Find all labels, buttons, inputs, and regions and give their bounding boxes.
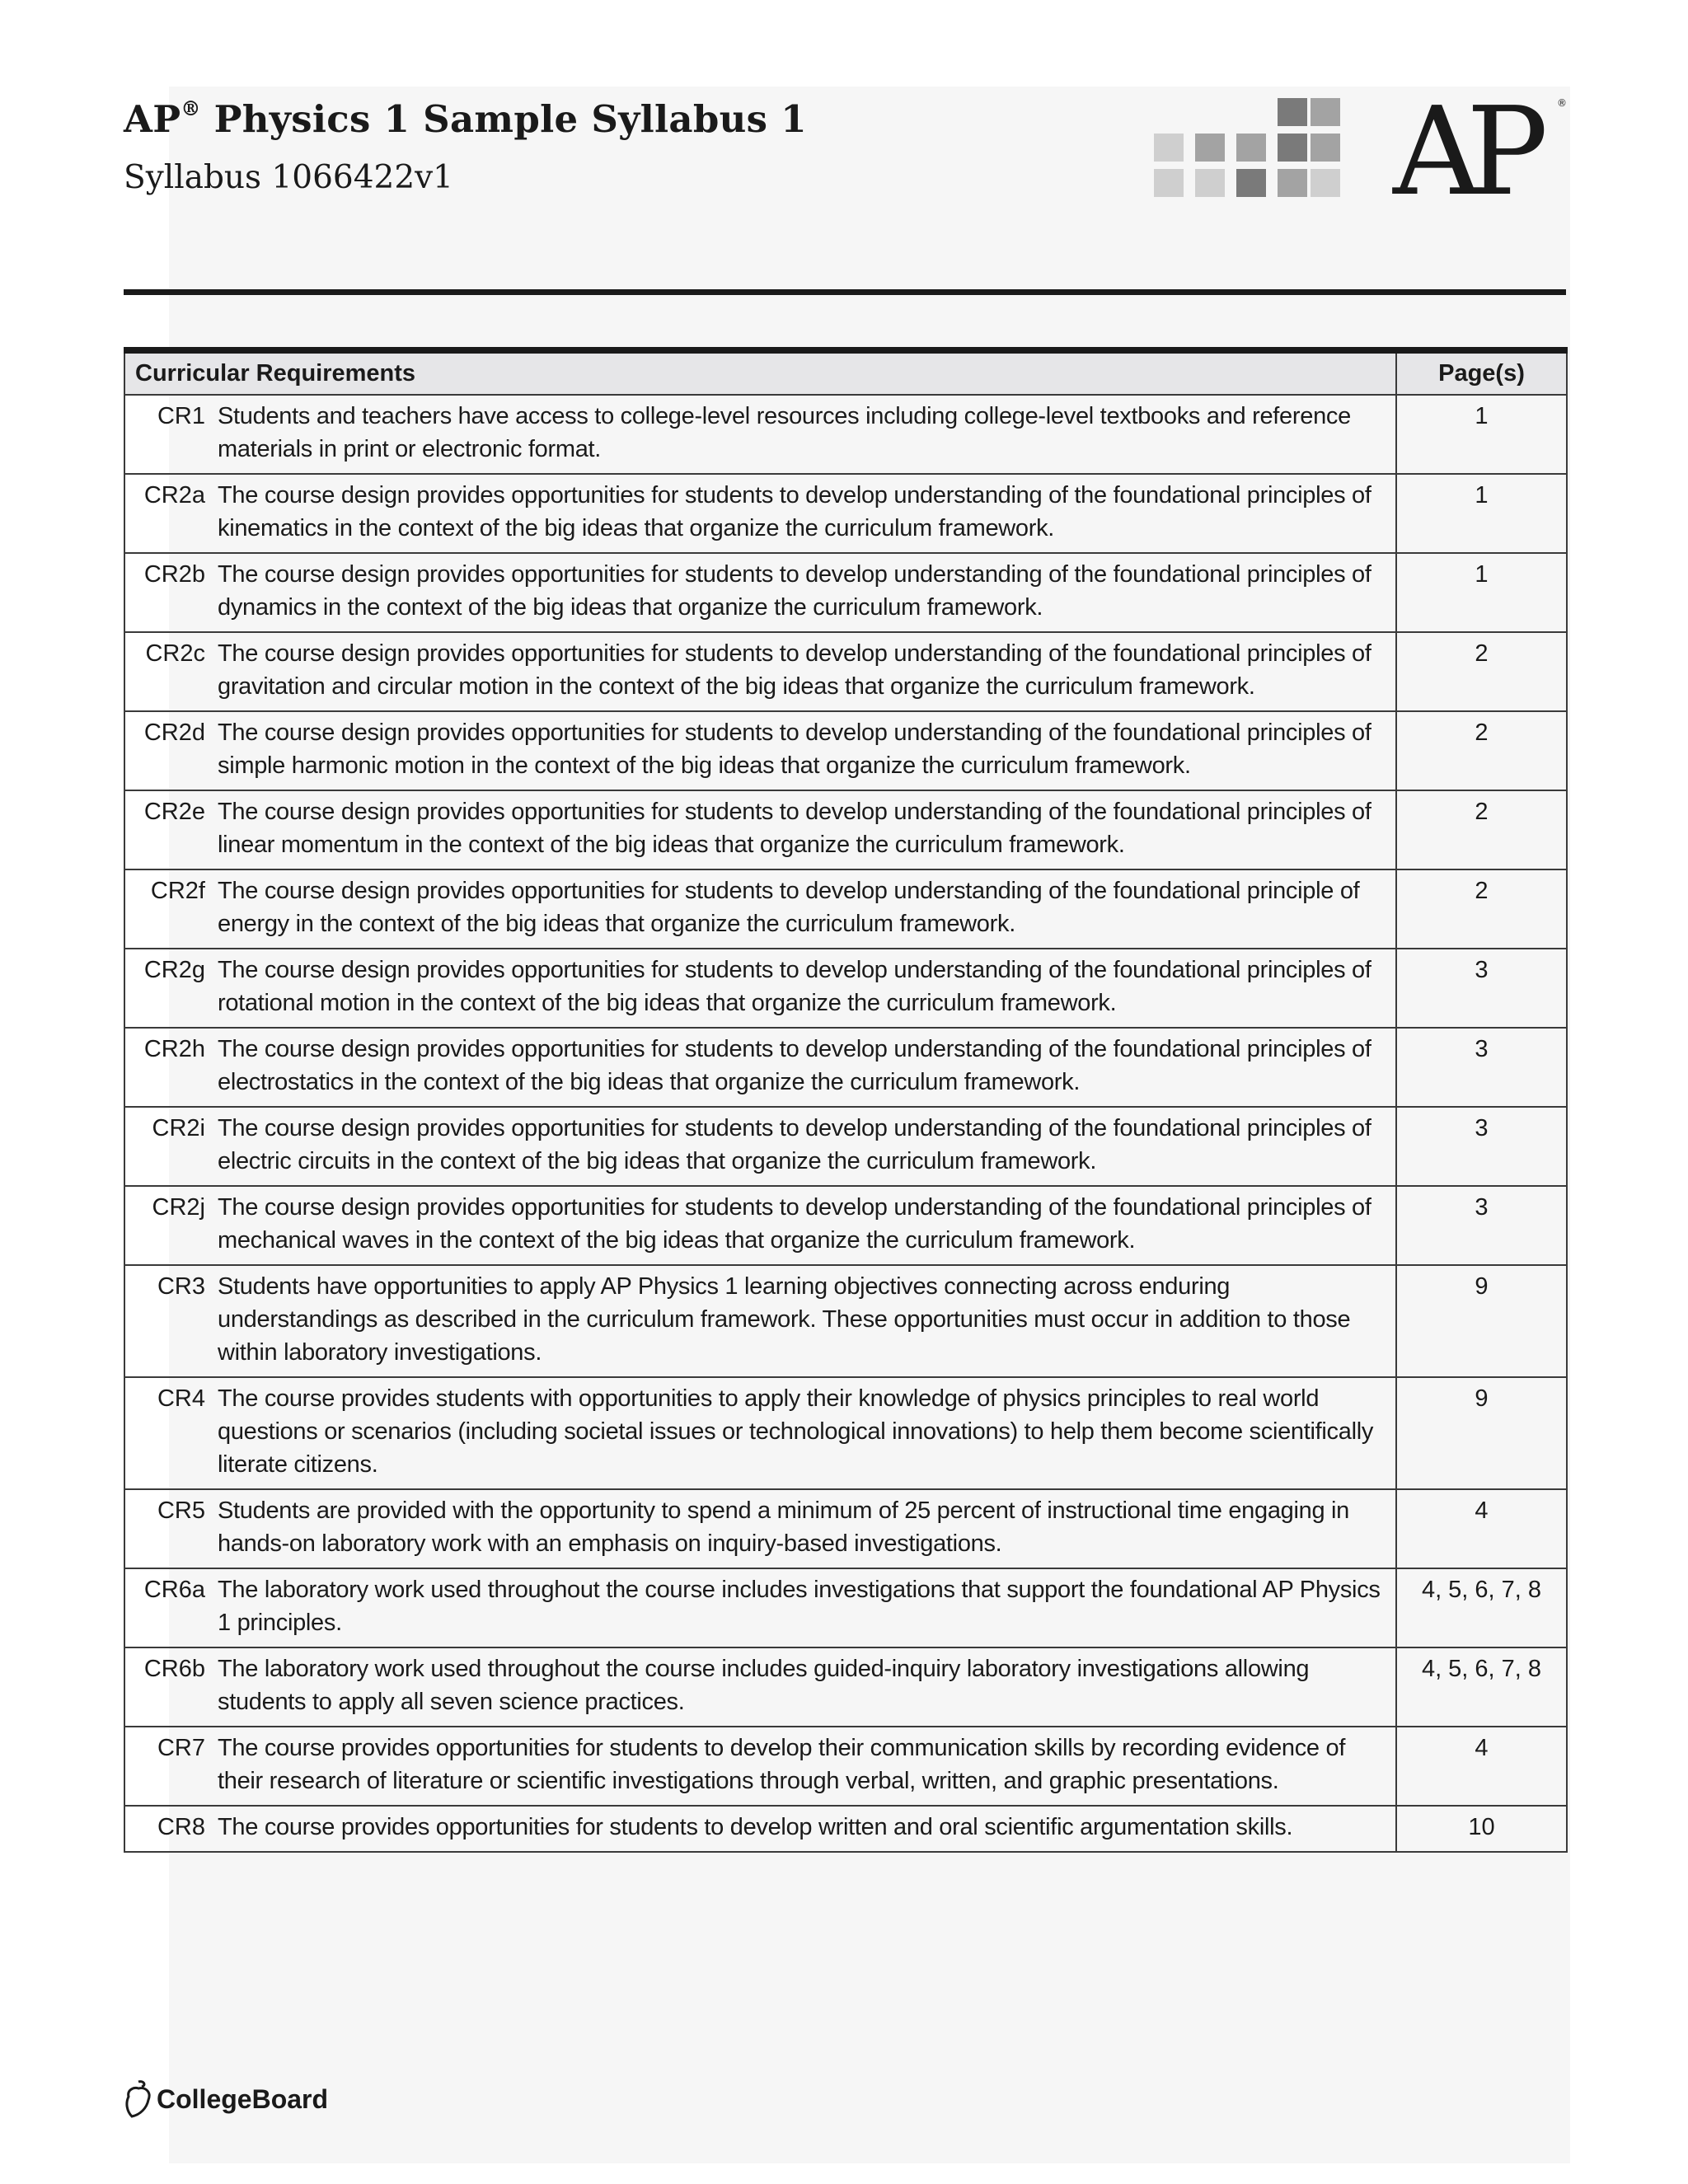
- requirement-text: Students and teachers have access to college-level resources including college-level textbooks and reference materials in print or electronic format.: [218, 403, 1351, 462]
- requirement-pages: 9: [1396, 1377, 1567, 1489]
- table-row: [124, 949, 1567, 1028]
- document-header: [124, 97, 807, 196]
- requirement-code: CR2j: [152, 1194, 205, 1221]
- table-row: [124, 474, 1567, 553]
- requirement-cell: [124, 1727, 1396, 1806]
- table-row: [124, 711, 1567, 790]
- requirement-code: CR2i: [152, 1115, 205, 1141]
- requirement-cell: [124, 1107, 1396, 1186]
- requirement-cell: [124, 395, 1396, 474]
- ap-logo: AP: [1393, 81, 1534, 223]
- requirement-pages: 4, 5, 6, 7, 8: [1396, 1647, 1567, 1727]
- title-rest: Physics 1 Sample Syllabus 1: [200, 97, 807, 141]
- requirement-pages: 1: [1396, 474, 1567, 553]
- table-row: [124, 1647, 1567, 1727]
- requirement-code: CR8: [157, 1814, 205, 1840]
- table-row: [124, 1107, 1567, 1186]
- collegeboard-logo: [124, 2079, 328, 2120]
- requirement-code: CR3: [157, 1273, 205, 1300]
- requirement-cell: [124, 790, 1396, 869]
- requirement-pages: 10: [1396, 1806, 1567, 1852]
- requirement-text: The course design provides opportunities for students to develop understanding of the foundational principle of energy in the context of the big ideas that organize the curriculum framework.: [218, 878, 1360, 937]
- requirement-pages: 4: [1396, 1727, 1567, 1806]
- requirement-cell: [124, 1489, 1396, 1568]
- table-row: [124, 1265, 1567, 1377]
- requirement-code: CR6b: [143, 1656, 205, 1682]
- requirement-cell: [124, 869, 1396, 949]
- ap-logo-registered-mark: ®: [1557, 97, 1567, 109]
- requirement-text: Students are provided with the opportunity to spend a minimum of 25 percent of instructional time engaging in hands-on laboratory work with an emphasis on inquiry-based investigations.: [218, 1497, 1350, 1557]
- requirement-code: CR2g: [143, 957, 205, 983]
- requirement-cell: [124, 474, 1396, 553]
- table-row: [124, 1028, 1567, 1107]
- requirement-cell: [124, 553, 1396, 632]
- requirement-code: CR7: [157, 1735, 205, 1761]
- requirement-cell: [124, 949, 1396, 1028]
- requirement-cell: [124, 1028, 1396, 1107]
- requirement-cell: [124, 1647, 1396, 1727]
- requirement-code: CR6a: [143, 1577, 205, 1603]
- column-header-requirements: Curricular Requirements: [124, 350, 1396, 395]
- requirement-code: CR2c: [145, 640, 205, 667]
- requirement-pages: 3: [1396, 1107, 1567, 1186]
- requirement-code: CR2d: [143, 719, 205, 746]
- page-title: [124, 97, 807, 141]
- requirement-text: The course provides students with opportunities to apply their knowledge of physics principles to real world questions or scenarios (including societal issues or technological innovations) to help them become scientifically literate citizens.: [218, 1385, 1374, 1478]
- requirement-pages: 2: [1396, 632, 1567, 711]
- requirement-text: The course provides opportunities for students to develop written and oral scientific argumentation skills.: [218, 1814, 1293, 1840]
- acorn-icon: [124, 2079, 153, 2120]
- requirement-pages: 3: [1396, 1186, 1567, 1265]
- table-row: [124, 1377, 1567, 1489]
- requirement-code: CR2b: [143, 561, 205, 588]
- header-divider: [124, 289, 1566, 295]
- requirement-text: The course design provides opportunities for students to develop understanding of the foundational principles of mechanical waves in the context of the big ideas that organize the curriculum framework.: [218, 1194, 1372, 1254]
- requirement-code: CR4: [157, 1385, 205, 1412]
- requirement-pages: 1: [1396, 395, 1567, 474]
- requirement-text: Students have opportunities to apply AP Physics 1 learning objectives connecting across enduring understandings as described in the curriculum framework. These opportunities must occur in addition to those within laboratory investigations.: [218, 1273, 1351, 1366]
- requirement-text: The course design provides opportunities for students to develop understanding of the foundational principles of rotational motion in the context of the big ideas that organize the curriculum framework.: [218, 957, 1372, 1016]
- requirement-text: The course design provides opportunities for students to develop understanding of the foundational principles of electric circuits in the context of the big ideas that organize the curriculum framework.: [218, 1115, 1372, 1174]
- requirement-text: The laboratory work used throughout the course includes investigations that support the foundational AP Physics 1 principles.: [218, 1577, 1381, 1636]
- requirement-code: CR2a: [143, 482, 205, 509]
- table-row: [124, 1568, 1567, 1647]
- table-row: [124, 1186, 1567, 1265]
- decorative-squares-graphic: [1154, 98, 1360, 199]
- requirement-code: CR1: [157, 403, 205, 429]
- requirement-code: CR5: [157, 1497, 205, 1524]
- curricular-requirements-table: [124, 347, 1568, 1853]
- requirement-text: The course design provides opportunities for students to develop understanding of the foundational principles of gravitation and circular motion in the context of the big ideas that organize the curriculum framework.: [218, 640, 1372, 700]
- table-row: [124, 869, 1567, 949]
- requirement-text: The course provides opportunities for students to develop their communication skills by recording evidence of their research of literature or scientific investigations through verbal, written, and graphic presentations.: [218, 1735, 1346, 1794]
- requirement-pages: 3: [1396, 949, 1567, 1028]
- column-header-pages: Page(s): [1396, 350, 1567, 395]
- table-row: [124, 395, 1567, 474]
- requirement-text: The course design provides opportunities for students to develop understanding of the foundational principles of kinematics in the context of the big ideas that organize the curriculum framework.: [218, 482, 1372, 541]
- requirement-text: The laboratory work used throughout the course includes guided-inquiry laboratory investigations allowing students to apply all seven science practices.: [218, 1656, 1310, 1715]
- title-registered-mark: ®: [181, 96, 201, 120]
- requirement-text: The course design provides opportunities for students to develop understanding of the foundational principles of electrostatics in the context of the big ideas that organize the curriculum framework.: [218, 1036, 1372, 1095]
- requirement-pages: 9: [1396, 1265, 1567, 1377]
- requirement-text: The course design provides opportunities for students to develop understanding of the foundational principles of simple harmonic motion in the context of the big ideas that organize the curriculum framework.: [218, 719, 1372, 779]
- requirement-cell: [124, 632, 1396, 711]
- requirement-pages: 4: [1396, 1489, 1567, 1568]
- requirement-cell: [124, 1377, 1396, 1489]
- table-row: [124, 1727, 1567, 1806]
- requirement-cell: [124, 1568, 1396, 1647]
- requirement-text: The course design provides opportunities for students to develop understanding of the foundational principles of dynamics in the context of the big ideas that organize the curriculum framework.: [218, 561, 1372, 621]
- requirement-pages: 4, 5, 6, 7, 8: [1396, 1568, 1567, 1647]
- requirement-cell: [124, 1186, 1396, 1265]
- table-row: [124, 553, 1567, 632]
- requirement-pages: 3: [1396, 1028, 1567, 1107]
- requirement-code: CR2f: [150, 878, 205, 904]
- requirement-cell: [124, 711, 1396, 790]
- table-header-row: [124, 350, 1567, 395]
- table-row: [124, 1806, 1567, 1852]
- requirement-pages: 2: [1396, 790, 1567, 869]
- table-row: [124, 790, 1567, 869]
- title-ap: AP: [124, 97, 181, 141]
- collegeboard-logo-text: CollegeBoard: [157, 2083, 329, 2114]
- requirement-pages: 2: [1396, 869, 1567, 949]
- requirement-pages: 1: [1396, 553, 1567, 632]
- requirement-cell: [124, 1265, 1396, 1377]
- requirement-text: The course design provides opportunities for students to develop understanding of the foundational principles of linear momentum in the context of the big ideas that organize the curriculum framework.: [218, 799, 1372, 858]
- requirement-code: CR2e: [143, 799, 205, 825]
- requirement-pages: 2: [1396, 711, 1567, 790]
- table-row: [124, 632, 1567, 711]
- requirement-cell: [124, 1806, 1396, 1852]
- table-row: [124, 1489, 1567, 1568]
- page-subtitle: Syllabus 1066422v1: [124, 159, 453, 196]
- requirement-code: CR2h: [143, 1036, 205, 1062]
